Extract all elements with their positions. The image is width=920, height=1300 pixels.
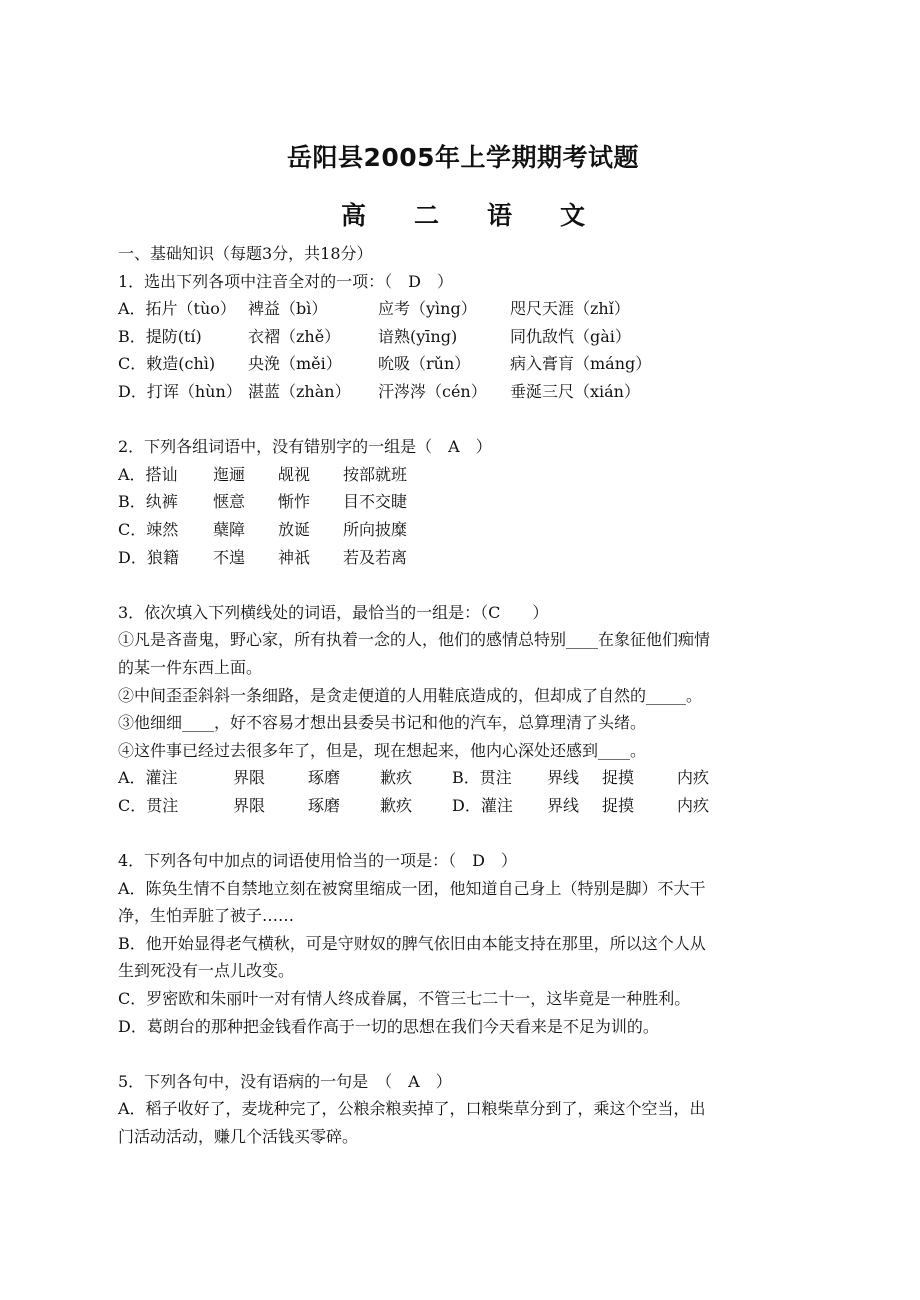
option-item: 央浼（měi） — [248, 354, 342, 374]
question-sentence: ①凡是吝啬鬼，野心家，所有执着一念的人，他们的感情总特别____在象征他们痴情 — [118, 630, 711, 650]
option-item: D．打诨（hùn） — [118, 381, 242, 401]
option-item: 捉摸 — [602, 768, 635, 788]
option-item: B．提防(tí) — [118, 326, 202, 346]
option-item: D．狼籍 — [118, 547, 179, 567]
option-item: 神祇 — [278, 547, 311, 567]
option-item: 湛蓝（zhàn） — [248, 381, 351, 401]
option-text: B．他开始显得老气横秋，可是守财奴的脾气依旧由本能支持在那里，所以这个人从 — [118, 933, 706, 953]
option-item: 觇视 — [278, 464, 311, 484]
option-item: 放诞 — [278, 519, 311, 539]
option-item: 琢磨 — [308, 795, 341, 815]
option-item: A．搭讪 — [118, 464, 178, 484]
option-item: B．贯注 — [452, 768, 512, 788]
option-item: 捉摸 — [602, 795, 635, 815]
option-item: 谙熟(yīng) — [378, 326, 458, 346]
question-sentence: ②中间歪歪斜斜一条细路，是贪走便道的人用鞋底造成的，但却成了自然的_____。 — [118, 685, 703, 705]
option-item: 裨益（bì） — [248, 299, 328, 319]
option-text: C．罗密欧和朱丽叶一对有情人终成眷属，不管三七二十一，这毕竟是一种胜利。 — [118, 989, 691, 1009]
subject-char: 文 — [560, 201, 586, 230]
option-item: D．灌注 — [452, 795, 513, 815]
option-item: 按部就班 — [343, 464, 408, 484]
question-sentence: ③他细细____，好不容易才想出县委吴书记和他的汽车，总算理清了头绪。 — [118, 713, 647, 733]
option-text: 净，生怕弄脏了被子…… — [118, 906, 295, 926]
question-stem: 2．下列各组词语中，没有错别字的一组是（ A ） — [118, 437, 492, 457]
option-item: 目不交睫 — [343, 492, 408, 512]
option-row — [118, 295, 808, 323]
option-item: C．贯注 — [118, 795, 179, 815]
option-item: 界限 — [233, 795, 266, 815]
exam-subject — [118, 196, 808, 232]
option-row — [118, 323, 808, 351]
option-item: 琢磨 — [308, 768, 341, 788]
option-item: C．竦然 — [118, 519, 179, 539]
option-item: C．敕造(chì) — [118, 354, 216, 374]
option-text: D．葛朗台的那种把金钱看作高于一切的思想在我们今天看来是不足为训的。 — [118, 1016, 659, 1036]
question-sentence: ④这件事已经过去很多年了，但是，现在想起来，他内心深处还感到____。 — [118, 740, 647, 760]
option-item: 咫尺天涯（zhǐ） — [510, 299, 630, 319]
section-heading: 一、基础知识（每题3分，共18分） — [118, 244, 373, 263]
question-stem: 4．下列各句中加点的词语使用恰当的一项是：（ D ） — [118, 851, 518, 871]
option-item: A．灌注 — [118, 768, 178, 788]
question-stem: 3．依次填入下列横线处的词语，最恰当的一组是：（C ） — [118, 602, 549, 622]
option-item: 界线 — [547, 768, 580, 788]
question-stem: 1．选出下列各项中注音全对的一项：（ D ） — [118, 271, 454, 291]
subject-char: 二 — [413, 201, 439, 230]
option-item: 吮吸（rǔn） — [378, 354, 471, 374]
option-item: 界限 — [233, 768, 266, 788]
option-item: B．纨裤 — [118, 492, 178, 512]
option-row — [118, 461, 808, 489]
option-row — [118, 764, 808, 792]
option-item: 蘖障 — [213, 519, 246, 539]
option-item: 不遑 — [213, 547, 246, 567]
option-item: 歉疚 — [380, 768, 413, 788]
option-item: 衣褶（zhě） — [248, 326, 341, 346]
option-item: 内疚 — [677, 795, 710, 815]
option-row — [118, 378, 808, 406]
option-item: 内疚 — [677, 768, 710, 788]
option-item: 歉疚 — [380, 795, 413, 815]
option-item: 界线 — [547, 795, 580, 815]
option-text: 门活动活动，赚几个活钱买零碎。 — [118, 1127, 359, 1146]
question-sentence: 的某一件东西上面。 — [118, 657, 263, 677]
option-row — [118, 792, 808, 820]
option-item: 所向披糜 — [343, 519, 408, 539]
option-item: 汗涔涔（cén） — [378, 381, 487, 401]
option-item: 应考（yìng） — [378, 299, 477, 319]
option-item: A．拓片（tùo） — [118, 299, 236, 319]
option-row — [118, 488, 808, 516]
option-item: 惬意 — [213, 492, 246, 512]
option-item: 惭怍 — [278, 492, 311, 512]
option-item: 若及若离 — [343, 547, 408, 567]
option-item: 迤逦 — [213, 464, 246, 484]
question-stem: 5．下列各句中，没有语病的一句是 （ A ） — [118, 1071, 452, 1091]
option-text: A．稻子收好了，麦垅种完了，公粮余粮卖掉了，口粮柴草分到了，乘这个空当，出 — [118, 1099, 706, 1119]
option-row — [118, 350, 808, 378]
subject-char: 高 — [340, 201, 366, 230]
subject-char: 语 — [487, 201, 513, 230]
option-row — [118, 516, 808, 544]
exam-title: 岳阳县2005年上学期期考试题 — [286, 143, 640, 172]
option-item: 病入膏肓（máng） — [510, 354, 652, 374]
option-item: 同仇敌忾（gài） — [510, 326, 631, 346]
option-text: A．陈奂生情不自禁地立刻在被窝里缩成一团，他知道自己身上（特别是脚）不大干 — [118, 878, 706, 898]
option-row — [118, 544, 808, 572]
option-item: 垂涎三尺（xián） — [510, 381, 640, 401]
option-text: 生到死没有一点儿改变。 — [118, 961, 295, 981]
exam-body — [118, 240, 808, 1151]
